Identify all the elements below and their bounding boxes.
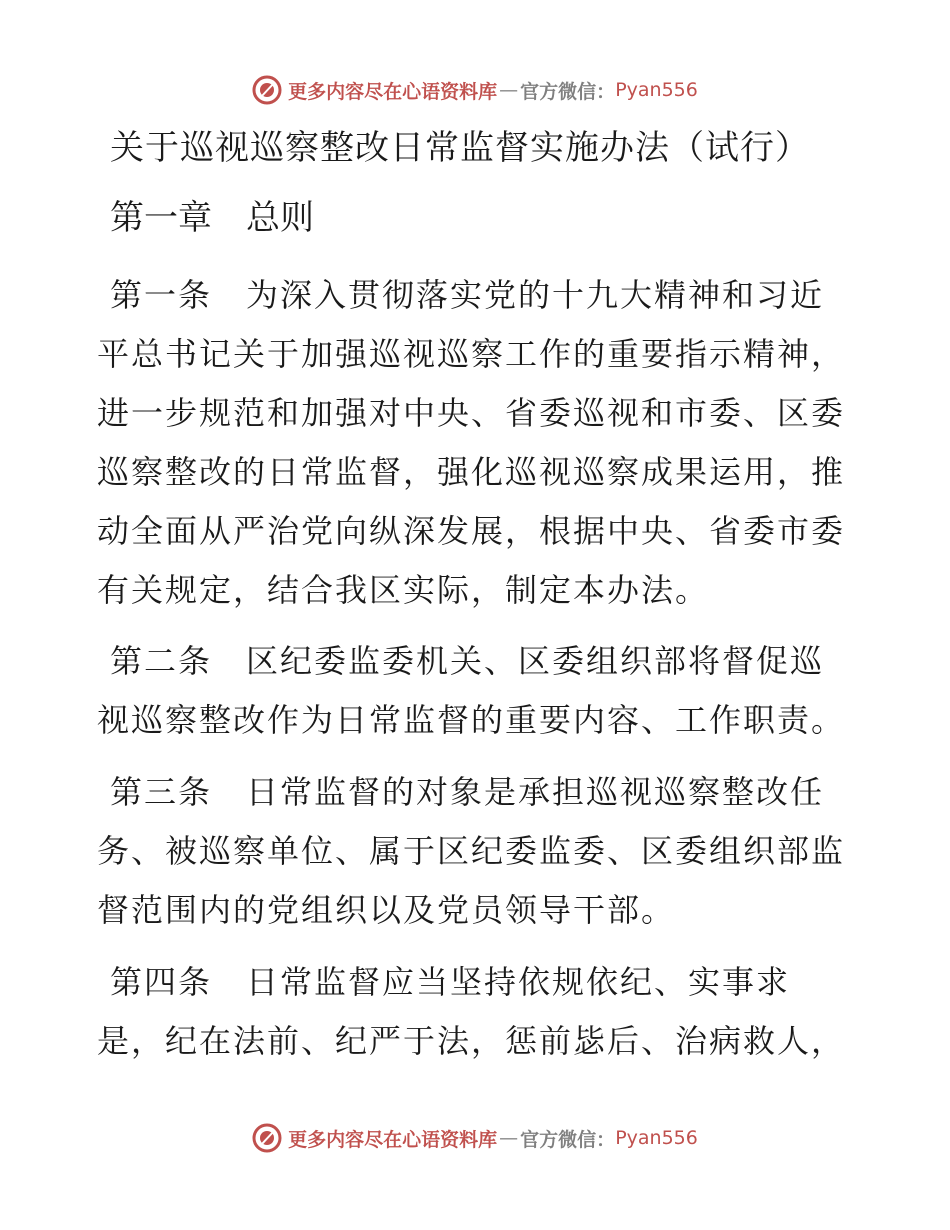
article-4-first-line: 第四条 日常监督应当坚持依规依纪、实事求 bbox=[110, 963, 791, 1001]
chapter-heading: 第一章 总则 bbox=[110, 198, 314, 238]
brand-logo-icon bbox=[252, 1123, 282, 1153]
article-3 bbox=[97, 763, 857, 940]
article-3-body: 务、被巡察单位、属于区纪委监委、区委组织部监督范围内的党组织以及党员领导干部。 bbox=[97, 832, 846, 929]
article-1 bbox=[97, 266, 857, 620]
article-4 bbox=[97, 953, 857, 1071]
article-2 bbox=[97, 632, 857, 750]
watermark-site-name: 更多内容尽在心语资料库 bbox=[288, 1128, 498, 1151]
article-2-first-line: 第二条 区纪委监委机关、区委组织部将督促巡 bbox=[110, 642, 825, 680]
watermark-wechat-id: Pyan556 bbox=[615, 1127, 698, 1149]
watermark-site-name: 更多内容尽在心语资料库 bbox=[288, 80, 498, 103]
watermark-dash: — bbox=[499, 1127, 519, 1149]
article-1-first-line: 第一条 为深入贯彻落实党的十九大精神和习近 bbox=[110, 276, 825, 314]
article-4-body: 是，纪在法前、纪严于法，惩前毖后、治病救人， bbox=[97, 1022, 846, 1060]
article-1-body: 平总书记关于加强巡视巡察工作的重要指示精神，进一步规范和加强对中央、省委巡视和市委、区委巡察整改的日常监督，强化巡视巡察成果运用，推动全面从严治党向纵深发展，根据中央、省委市委有关规定，结合我区实际，制定本办法。 bbox=[97, 335, 846, 609]
document-title: 关于巡视巡察整改日常监督实施办法（试行） bbox=[110, 128, 810, 168]
watermark-label: 官方微信： bbox=[520, 80, 616, 103]
watermark-wechat-id: Pyan556 bbox=[615, 79, 698, 101]
watermark-label: 官方微信： bbox=[520, 1128, 616, 1151]
article-2-body: 视巡察整改作为日常监督的重要内容、工作职责。 bbox=[97, 701, 846, 739]
watermark-footer bbox=[0, 1118, 950, 1158]
article-3-first-line: 第三条 日常监督的对象是承担巡视巡察整改任 bbox=[110, 773, 825, 811]
watermark-dash: — bbox=[499, 79, 519, 101]
